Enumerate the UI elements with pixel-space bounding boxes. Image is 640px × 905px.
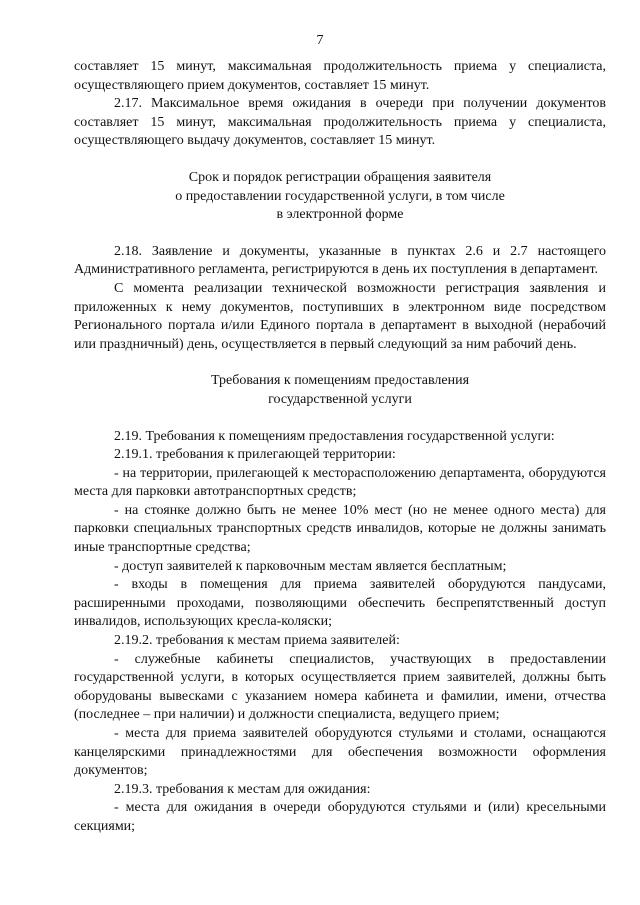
heading-line: о предоставлении государственной услуги, в том числе (175, 188, 505, 204)
paragraph-2-19-3: 2.19.3. требования к местам для ожидания: (114, 781, 371, 797)
paragraph-2-19: 2.19. Требования к помещениям предоставления государственной услуги: (114, 428, 555, 444)
section-heading-registration (74, 169, 606, 225)
paragraph-electronic-registration: С момента реализации технической возможности регистрация заявления и приложенных к нему документов, поступивших в электронном виде посредством Регионального портала и/или Единого портала в департамент в выходной (нерабочий или праздничный) день, осуществляется в первый следующий за ним рабочий день. (74, 280, 606, 352)
paragraph-2-19-1: 2.19.1. требования к прилегающей территории: (114, 447, 396, 463)
list-item-reception-furniture: - места для приема заявителей оборудуются стульями и столами, оснащаются канцелярскими принадлежностями для обеспечения возможности оформления документов; (74, 726, 606, 779)
list-item-office-signs: - служебные кабинеты специалистов, участвующих в предоставлении государственной услуги, в которых осуществляется прием заявителей, должны быть оборудованы вывесками с указанием номера кабинета и фамилии, имени, отчества (последнее – при наличии) и должности специалиста, ведущего прием; (74, 651, 606, 723)
heading-line: Требования к помещениям предоставления (210, 373, 470, 389)
list-item-waiting-seats: - места для ожидания в очереди оборудуются стульями и (или) кресельными секциями; (74, 800, 606, 834)
heading-line: в электронной форме (276, 207, 404, 223)
document-body (74, 58, 606, 837)
list-item-free-parking: - доступ заявителей к парковочным местам является бесплатным; (114, 558, 507, 574)
heading-line: государственной услуги (268, 391, 412, 407)
paragraph-continuation: составляет 15 минут, максимальная продолжительность приема у специалиста, осуществляющего прием документов, составляет 15 минут. (74, 59, 606, 93)
page-number: 7 (316, 33, 324, 48)
paragraph-2-17: 2.17. Максимальное время ожидания в очереди при получении документов составляет 15 минут, максимальная продолжительность приема у специалиста, осуществляющего выдачу документов, составляет 15 минут. (74, 96, 606, 149)
paragraph-2-18: 2.18. Заявление и документы, указанные в пунктах 2.6 и 2.7 настоящего Административного регламента, регистрируются в день их поступления в департамент. (74, 243, 606, 278)
heading-line: Срок и порядок регистрации обращения заявителя (188, 169, 492, 185)
list-item-disabled-parking: - на стоянке должно быть не менее 10% мест (но не менее одного места) для парковки специальных транспортных средств инвалидов, которые не должны занимать иные транспортные средства; (74, 502, 606, 556)
section-heading-premises (74, 372, 606, 409)
paragraph-2-19-2: 2.19.2. требования к местам приема заявителей: (114, 633, 400, 649)
list-item-parking: - на территории, прилегающей к месторасположению департамента, оборудуются места для парковки автотранспортных средств; (74, 465, 606, 500)
list-item-ramps: - входы в помещения для приема заявителей оборудуются пандусами, расширенными проходами, позволяющими обеспечить беспрепятственный доступ инвалидов, использующих кресла-коляски; (74, 577, 606, 630)
